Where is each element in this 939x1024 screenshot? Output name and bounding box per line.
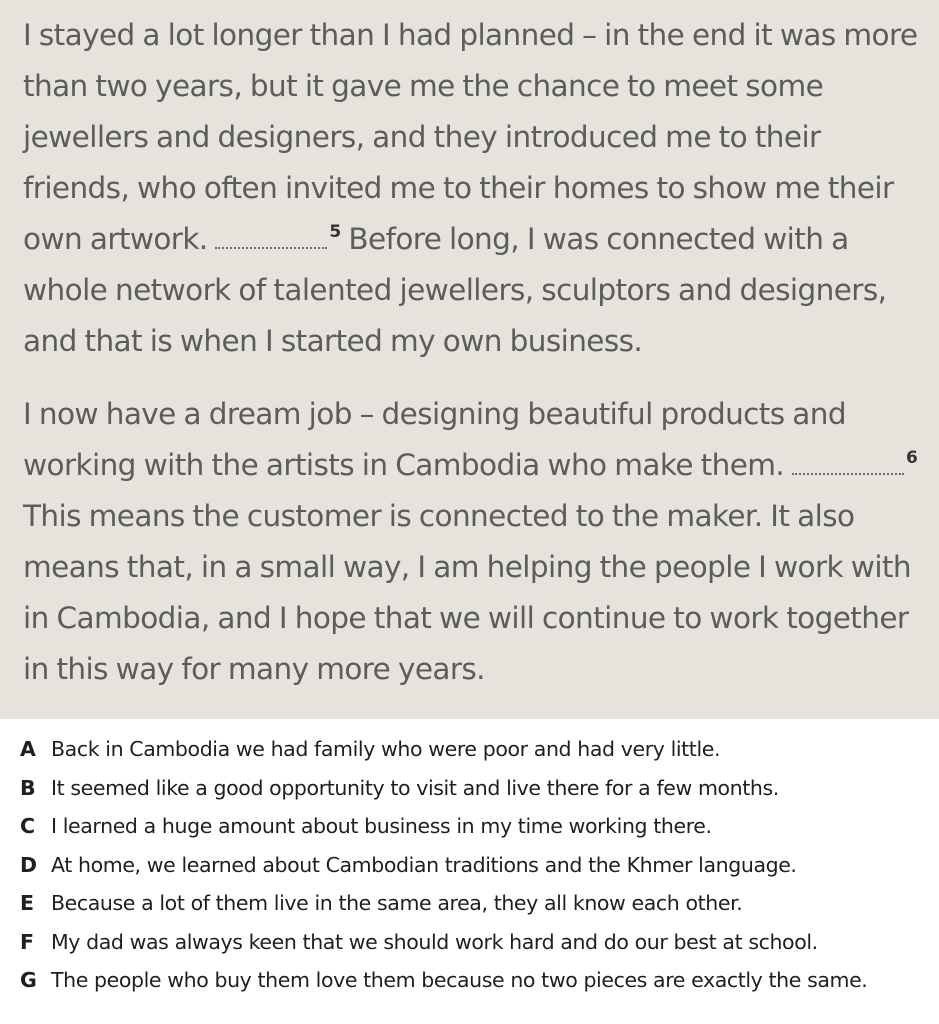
paragraph-1-text-after: Before long, I was connected with a whole network of talented jewellers, sculptors and designers, and that is when I started my own business. — [23, 222, 887, 358]
option-a-letter: A — [20, 737, 36, 761]
option-c-text: I learned a huge amount about business in my time working there. — [51, 814, 712, 838]
option-d-letter: D — [20, 852, 37, 877]
option-g-letter: G — [20, 968, 37, 992]
gap-5-blank — [215, 241, 327, 249]
option-g — [20, 968, 930, 1007]
paragraph-2-text-after: This means the customer is connected to the maker. It also means that, in a small way, I am helping the people I work with in Cambodia, and I hope that we will continue to work together in this way for many more years. — [23, 499, 911, 686]
answer-options-list — [20, 737, 930, 1007]
gap-6-blank — [792, 467, 904, 475]
option-g-text: The people who buy them love them because no two pieces are exactly the same. — [51, 968, 868, 992]
option-f-letter: F — [20, 929, 34, 954]
option-f-text: My dad was always keen that we should work hard and do our best at school. — [51, 929, 818, 954]
paragraph-1-text-before: I stayed a lot longer than I had planned – in the end it was more than two years, but it gave me the chance to meet some jewellers and designers, and they introduced me to their friends, who often invited me to their homes to show me their own artwork. — [23, 18, 918, 256]
passage-paragraph-1 — [23, 10, 931, 367]
option-e-text: Because a lot of them live in the same area, they all know each other. — [51, 891, 743, 915]
paragraph-2-text-before: I now have a dream job – designing beautiful products and working with the artists in Cambodia who make them. — [23, 397, 846, 482]
option-d-text: At home, we learned about Cambodian traditions and the Khmer language. — [51, 852, 797, 877]
passage-paragraph-2 — [23, 389, 931, 695]
gap-5-number: 5 — [329, 222, 341, 242]
option-f — [20, 930, 930, 969]
option-d — [20, 853, 930, 892]
option-a — [20, 737, 930, 776]
option-e-letter: E — [20, 891, 34, 915]
gap-6-number: 6 — [905, 448, 918, 468]
option-b-text: It seemed like a good opportunity to visit and live there for a few months. — [51, 775, 779, 800]
option-e — [20, 891, 930, 930]
option-b-letter: B — [20, 775, 36, 800]
option-b — [20, 776, 930, 815]
option-a-text: Back in Cambodia we had family who were poor and had very little. — [51, 737, 721, 761]
option-c-letter: C — [20, 814, 35, 838]
option-c — [20, 814, 930, 853]
